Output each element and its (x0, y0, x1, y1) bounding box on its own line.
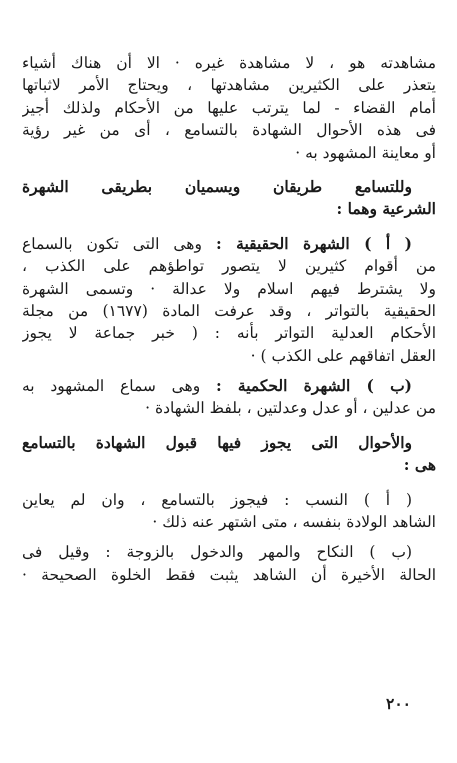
section-heading-2 (22, 432, 436, 477)
heading-line: والأحوال التى يجوز فيها قبول الشهادة بالتسامع (22, 432, 412, 452)
page-text (22, 52, 436, 586)
item-b-label: (ب ) الشهرة الحكمية : (215, 376, 412, 396)
text-line: من أقوام كثيرين لا يتصور تواطؤهم على الكذب ، (22, 257, 436, 276)
text-line: (ب ) النكاح والمهر والدخول بالزوجة : وقيل فى (22, 543, 412, 562)
text-line: من عدلين ، أو عدل وعدلتين ، بلفظ الشهادة · (145, 399, 436, 418)
text-line: الشاهد الولادة بنفسه ، متى اشتهر عنه ذلك · (152, 513, 436, 532)
text-line (22, 233, 436, 255)
item-b-text: وهى سماع المشهود به (22, 377, 201, 396)
item-a-label: ( أ ) الشهرة الحقيقية : (215, 233, 412, 253)
section-heading-1 (22, 176, 436, 221)
heading-line: وللتسامع طريقان ويسميان بطريقى الشهرة (22, 176, 412, 196)
case-b-paragraph (22, 541, 436, 586)
text-line: ( أ ) النسب : فيجوز بالتسامع ، وان لم يعاين (22, 490, 412, 509)
text-line: الحقيقية بالتواتر ، وقد عرفت المادة (١٦٧٧) من مجلة (22, 301, 436, 320)
paragraph-1 (22, 52, 436, 164)
heading-line: الشرعية وهما : (336, 199, 436, 219)
item-a-text: وهى التى تكون بالسماع (22, 234, 202, 253)
text-line: يتعذر على الكثيرين مشاهدتها ، ويحتاج الأمر لاثباتها (22, 76, 436, 95)
heading-line: هى : (403, 455, 436, 475)
text-line: الأحكام العدلية التواتر بأنه : ( خبر جماعة لا يجوز (22, 324, 436, 343)
item-b-paragraph (22, 375, 436, 420)
case-a-paragraph (22, 489, 436, 534)
text-line: فى هذه الأحوال الشهادة بالتسامع ، أى من غير رؤية (22, 121, 436, 140)
text-line (22, 375, 436, 397)
page-number: ٢٠٠ (386, 694, 411, 713)
text-line: الحالة الأخيرة أن الشاهد يثبت فقط الخلوة الصحيحة · (22, 565, 436, 584)
text-line: العقل اتفاقهم على الكذب ) · (250, 346, 436, 365)
text-line: مشاهدته هو ، لا مشاهدة غيره · الا أن هناك أشياء (22, 54, 436, 72)
text-line: ولا يشترط فيهم اسلام ولا عدالة · وتسمى الشهرة (22, 279, 436, 298)
item-a-paragraph (22, 233, 436, 367)
text-line: أمام القضاء - لما يترتب عليها من الأحكام ولذلك أجيز (22, 98, 436, 117)
text-line: أو معاينة المشهود به · (295, 143, 436, 162)
